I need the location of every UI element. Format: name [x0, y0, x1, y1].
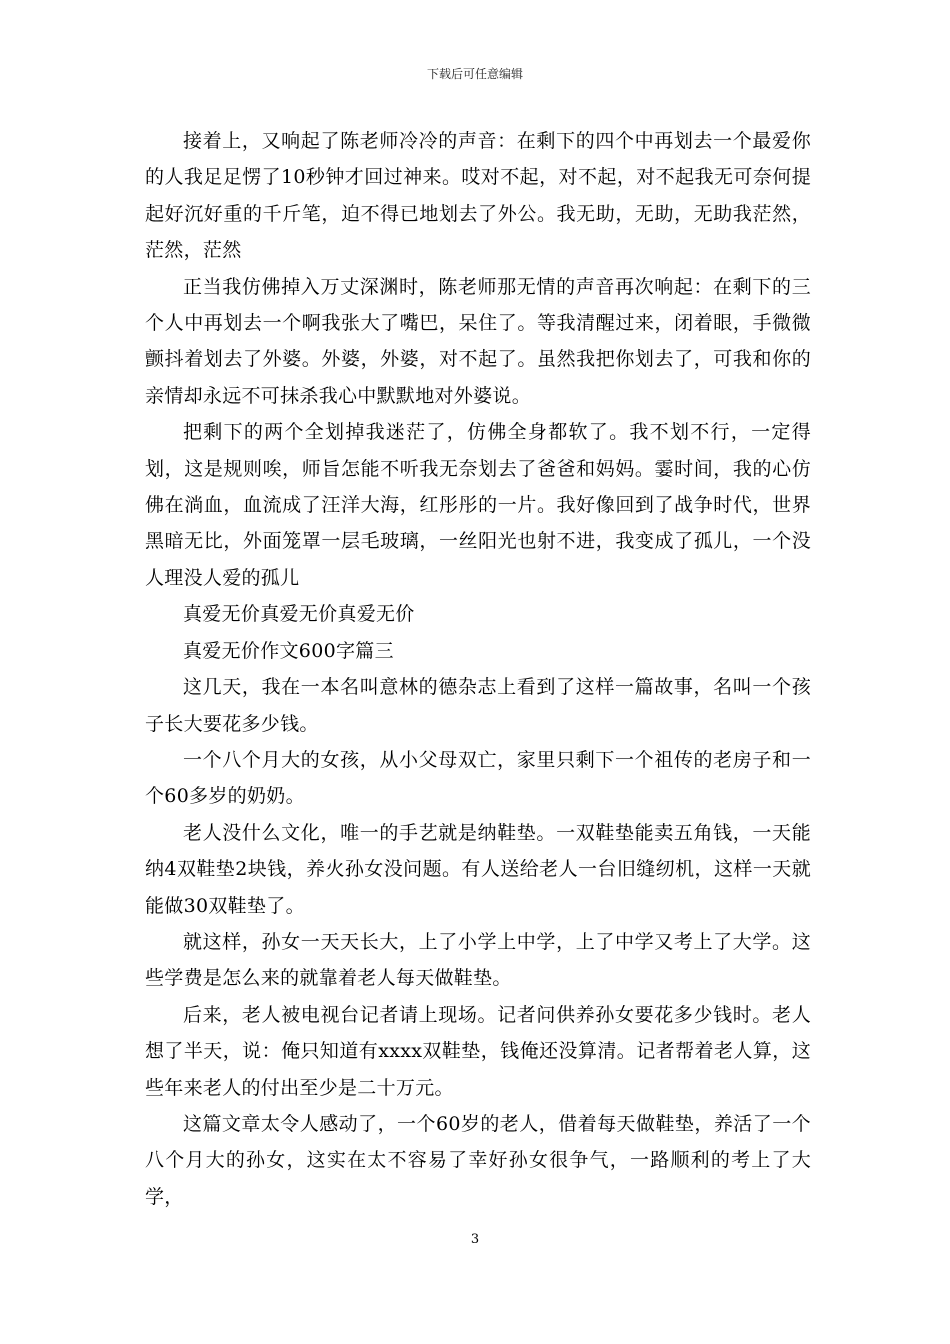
document-body — [145, 123, 811, 1215]
paragraph: 就这样，孙女一天天长大，上了小学上中学，上了中学又考上了大学。这些学费是怎么来的就靠着老人每天做鞋垫。 — [145, 930, 811, 990]
paragraph: 这几天，我在一本名叫意林的德杂志上看到了这样一篇故事，名叫一个孩子长大要花多少钱。 — [145, 676, 811, 735]
page-number: 3 — [470, 1232, 480, 1247]
page-header: 下载后可任意编辑 — [426, 67, 523, 81]
paragraph: 后来，老人被电视台记者请上现场。记者问供养孙女要花多少钱时。老人想了半天，说：俺只知道有xxxx双鞋垫，钱俺还没算清。记者帮着老人算，这些年来老人的付出至少是二十万元。 — [145, 1003, 811, 1099]
paragraph: 这篇文章太令人感动了，一个60岁的老人，借着每天做鞋垫，养活了一个八个月大的孙女，这实在太不容易了幸好孙女很争气，一路顺利的考上了大学， — [145, 1112, 811, 1208]
paragraph: 真爱无价真爱无价真爱无价 — [183, 603, 415, 626]
paragraph: 接着上，又响起了陈老师冷冷的声音：在剩下的四个中再划去一个最爱你的人我足足愣了10秒钟才回过神来。哎对不起，对不起，对不起我无可奈何提起好沉好重的千斤笔，迫不得已地划去了外公。我无助，无助，无助我茫然，茫然，茫然 — [145, 130, 811, 262]
paragraph: 把剩下的两个全划掉我迷茫了，仿佛全身都软了。我不划不行，一定得划，这是规则唉，师旨怎能不听我无奈划去了爸爸和妈妈。霎时间，我的心仿佛在淌血，血流成了汪洋大海，红彤彤的一片。我好像回到了战争时代，世界黑暗无比，外面笼罩一层毛玻璃，一丝阳光也射不进，我变成了孤儿，一个没人理没人爱的孤儿 — [145, 421, 811, 589]
paragraph: 一个八个月大的女孩，从小父母双亡，家里只剩下一个祖传的老房子和一个60多岁的奶奶。 — [145, 748, 811, 808]
paragraph: 老人没什么文化，唯一的手艺就是纳鞋垫。一双鞋垫能卖五角钱，一天能纳4双鞋垫2块钱，养火孙女没问题。有人送给老人一台旧缝纫机，这样一天就能做30双鞋垫了。 — [145, 821, 811, 917]
paragraph: 正当我仿佛掉入万丈深渊时，陈老师那无情的声音再次响起：在剩下的三个人中再划去一个啊我张大了嘴巴，呆住了。等我清醒过来，闭着眼，手微微颤抖着划去了外婆。外婆，外婆，对不起了。虽然我把你划去了，可我和你的亲情却永远不可抹杀我心中默默地对外婆说。 — [145, 275, 811, 407]
section-title: 真爱无价作文600字篇三 — [183, 639, 394, 662]
